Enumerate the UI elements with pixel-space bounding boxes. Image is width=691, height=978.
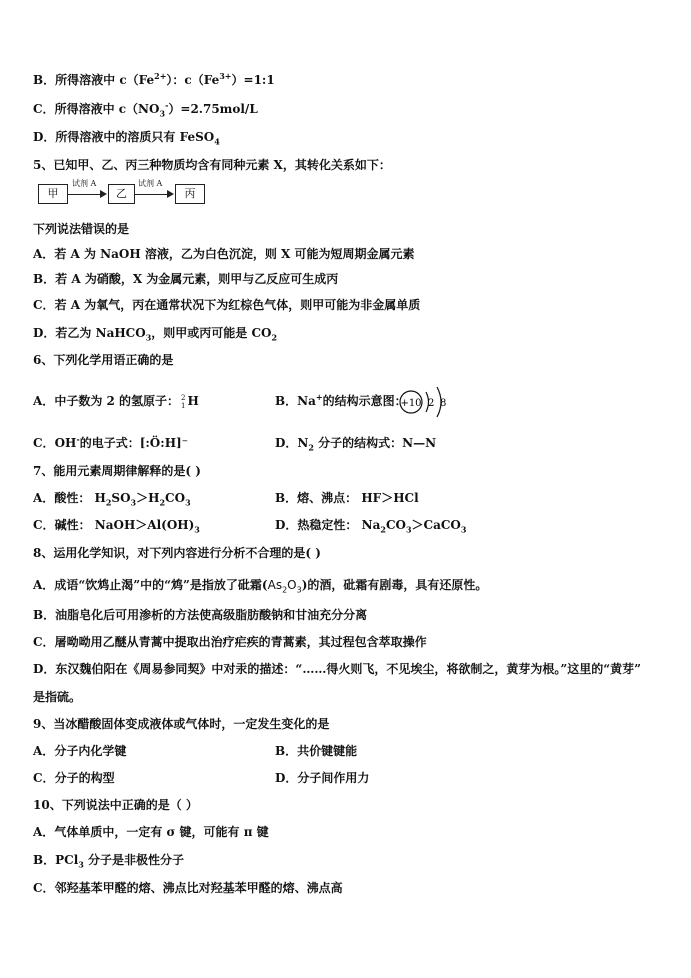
nuclide-notation: 2 1 — [181, 393, 186, 410]
q6-option-b: B．Na+的结构示意图： — [275, 392, 407, 408]
q9-option-d: D．分子间作用力 — [275, 771, 370, 785]
q6-option-c: C．OH-的电子式：[:Ö:H]⁻ — [33, 434, 189, 450]
q6-option-a: A．中子数为 2 的氢原子： 2 1 H — [33, 393, 199, 410]
q8-option-d-cont: 是指硫。 — [33, 690, 82, 704]
q8-option-a: A．成语“饮鸩止渴”中的“鸩”是指放了砒霜$(As_2O_3)$的酒，砒霜有剧毒，具有还原性。 — [33, 578, 488, 595]
reagent-label-2: 试剂 A — [138, 179, 163, 188]
q6-option-d: D．$N_2$ 分子的结构式：N—N — [275, 436, 437, 453]
q5-option-d: D．若乙为 NaHCO$_3$，则甲或丙可能是 $CO_2$ — [33, 326, 278, 343]
arrowhead-1 — [100, 190, 107, 198]
q5-question: 下列说法错误的是 — [33, 222, 130, 236]
q5-option-c: C．若 A 为氧气，丙在通常状况下为红棕色气体，则甲可能为非金属单质 — [33, 298, 421, 312]
q5-option-b: B．若 A 为硝酸，X 为金属元素，则甲与乙反应可生成丙 — [33, 272, 339, 286]
q7-option-c: C．碱性： $NaOH>Al(OH)_3$ — [33, 518, 200, 535]
box-jia: 甲 — [38, 184, 68, 204]
q7-option-d: D．热稳定性： $Na_2CO_3>CaCO_3$ — [275, 518, 467, 535]
nucleus-charge: +10 — [400, 398, 422, 409]
box-yi: 乙 — [108, 184, 135, 204]
q9-stem: 9、当冰醋酸固体变成液体或气体时，一定发生变化的是 — [33, 717, 330, 731]
q4-option-d: D．所得溶液中的溶质只有 FeSO$_4$ — [33, 130, 220, 147]
q8-option-b: B．油脂皂化后可用渗析的方法使高级脂肪酸钠和甘油充分分离 — [33, 608, 368, 622]
q10-option-b: B．PCl$_3$ 分子是非极性分子 — [33, 853, 185, 870]
q7-option-b: B．熔、沸点： HF＞HCl — [275, 491, 419, 505]
q9-option-c: C．分子的构型 — [33, 771, 115, 785]
arrowhead-2 — [167, 190, 174, 198]
q6-stem: 6、下列化学用语正确的是 — [33, 353, 174, 367]
arrow-1 — [67, 194, 101, 195]
arrow-2 — [134, 194, 168, 195]
q8-stem: 8、运用化学知识，对下列内容进行分析不合理的是( ) — [33, 546, 321, 560]
atom-structure-diagram — [398, 383, 454, 421]
arsenic-formula: $As_2O_3$ — [267, 578, 302, 595]
electron-formula: [:Ö:H]⁻ — [139, 436, 189, 450]
q9-option-b: B．共价键键能 — [275, 744, 358, 758]
q8-option-d: D．东汉魏伯阳在《周易参同契》中对汞的描述：“……得火则飞，不见埃尘，将欲制之，黄芽为根。”这里的“黄芽” — [33, 662, 642, 676]
q10-option-a: A．气体单质中，一定有 σ 键，可能有 π 键 — [33, 825, 269, 839]
q10-option-c: C．邻羟基苯甲醛的熔、沸点比对羟基苯甲醛的熔、沸点高 — [33, 881, 343, 895]
reagent-label-1: 试剂 A — [72, 179, 97, 188]
q7-option-a: A．酸性： $H_2SO_3>H_2CO_3$ — [33, 491, 191, 508]
q4-option-c: C．所得溶液中 $c(NO_3^-)=2.75mol/L$ — [33, 100, 258, 119]
q9-option-a: A．分子内化学键 — [33, 744, 127, 758]
q10-stem: 10、下列说法中正确的是（ ） — [33, 798, 198, 812]
q5-option-a: A．若 A 为 NaOH 溶液，乙为白色沉淀，则 X 可能为短周期金属元素 — [33, 247, 415, 261]
q8-option-c: C．屠呦呦用乙醚从青蒿中提取出治疗疟疾的青蒿素，其过程包含萃取操作 — [33, 635, 427, 649]
q4-option-b: B．所得溶液中 $c(Fe^{2+})$：$c(Fe^{3+})=1:1$ — [33, 71, 275, 87]
q7-stem: 7、能用元素周期律解释的是( ) — [33, 464, 201, 478]
shell-1-count: 2 — [428, 398, 435, 409]
q5-stem: 5、已知甲、乙、丙三种物质均含有同种元素 X，其转化关系如下： — [33, 158, 391, 172]
box-bing: 丙 — [175, 184, 205, 204]
shell-2-count: 8 — [440, 398, 447, 409]
